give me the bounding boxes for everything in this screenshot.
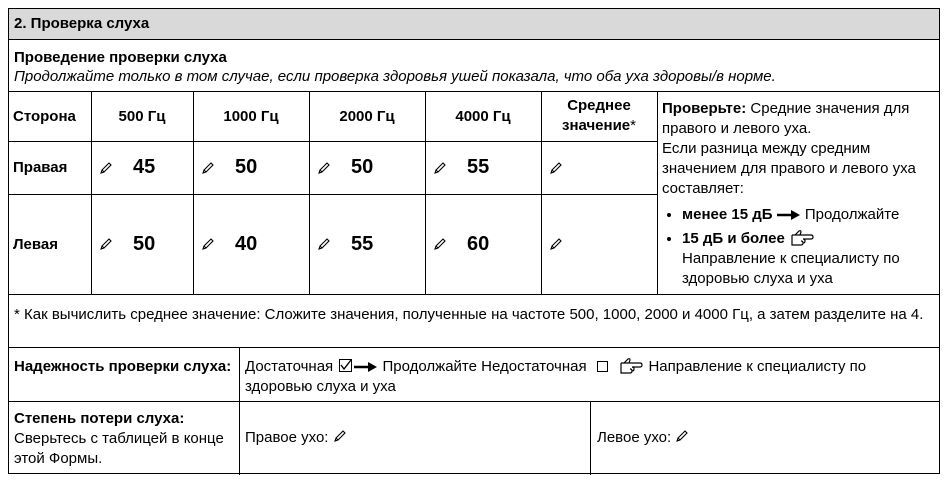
criteria-less-label: менее 15 дБ [682,206,773,223]
criteria-more-label: 15 дБ и более [682,230,785,247]
col-header-500: 500 Гц [118,107,166,125]
criteria-item-more [682,229,939,289]
col-header-4000: 4000 Гц [455,107,511,125]
section-title: 2. Проверка слуха [14,15,150,32]
check-text2: Если разница между средним значением для правого и левого уха составляет: [662,140,916,197]
value-right-4000: 55 [467,156,490,178]
cell-left-4000[interactable] [425,194,541,294]
grid-line [9,294,939,295]
subsection-note: Продолжайте только в том случае, если проверка здоровья ушей показала, что оба уха здоровы/в норме. [14,68,776,85]
pencil-icon [201,237,215,251]
arrow-right-icon [354,361,378,373]
pencil-icon [201,161,215,175]
pencil-icon [99,161,113,175]
avg-header-line1: Среднее [567,97,631,114]
reliability-options [245,357,935,397]
col-header-side: Сторона [13,107,76,125]
value-right-500: 45 [133,156,156,178]
cell-right-2000[interactable] [309,141,425,194]
hearing-test-form [8,8,940,474]
pencil-icon [433,161,447,175]
reliability-label: Надежность проверки слуха: [14,358,232,375]
cell-left-1000[interactable] [193,194,309,294]
grid-line [239,347,240,475]
check-label: Проверьте: [662,100,747,117]
value-right-1000: 50 [235,156,258,178]
hearing-loss-text: Сверьтесь с таблицей в конце этой Формы. [14,430,224,467]
pencil-icon [317,161,331,175]
value-left-1000: 40 [235,232,258,255]
col-header-average [541,91,657,141]
arrow-right-icon [777,209,801,221]
grid-line [657,91,658,294]
reliability-insufficient-label: Недостаточная [481,358,587,375]
pencil-icon [99,237,113,251]
right-ear-field[interactable] [245,429,347,446]
cell-left-average[interactable] [541,194,657,294]
divider [9,401,939,402]
pencil-icon [549,237,563,251]
subsection-title: Проведение проверки слуха [14,49,227,66]
left-ear-field[interactable] [597,429,689,446]
right-ear-label: Правое ухо: [245,429,329,446]
pointing-hand-icon [789,230,815,248]
pencil-icon [433,237,447,251]
check-text1: Средние значения для правого и левого уха. [662,100,910,137]
criteria-item-less [682,205,939,225]
col-header-1000: 1000 Гц [223,107,279,125]
cell-right-4000[interactable] [425,141,541,194]
pencil-icon [317,237,331,251]
col-header-2000: 2000 Гц [339,107,395,125]
reliability-sufficient-label: Достаточная [245,358,334,375]
hearing-loss-section [14,409,239,469]
reliability-continue: Продолжайте [382,358,477,375]
insufficient-checkbox[interactable] [597,361,608,372]
cell-left-500[interactable] [91,194,193,294]
avg-header-line2: значение [561,117,631,134]
cell-right-1000[interactable] [193,141,309,194]
checkmark-icon [339,359,352,372]
value-left-2000: 55 [351,232,374,255]
pencil-icon [549,161,563,175]
check-intro [662,99,939,139]
sufficient-checkbox[interactable] [339,359,352,372]
cell-right-average[interactable] [541,141,657,194]
left-ear-label: Левое ухо: [597,429,672,446]
check-instructions [662,99,939,293]
cell-left-2000[interactable] [309,194,425,294]
pencil-icon [675,429,689,443]
criteria-more-action: Направление к специалисту по здоровью слуха и уха [682,250,900,287]
row-label-right: Правая [13,159,68,176]
value-left-500: 50 [133,232,156,255]
avg-header-mark: * [630,117,636,134]
cell-right-500[interactable] [91,141,193,194]
reliability-referral: Направление к специалисту по здоровью слуха и уха [245,358,867,395]
value-left-4000: 60 [467,232,490,255]
average-footnote: * Как вычислить среднее значение: Сложите значения, полученные на частоте 500, 1000, 2000 и 4000 Гц, а затем разделите на 4. [14,306,924,323]
grid-line [590,401,591,475]
pointing-hand-icon [618,358,644,376]
criteria-list [662,205,939,289]
row-label-left: Левая [13,235,58,253]
hearing-loss-label: Степень потери слуха: [14,410,185,427]
divider [9,39,939,40]
avg-header-line2-wrap [562,116,636,136]
criteria-less-action: Продолжайте [804,206,900,223]
value-right-2000: 50 [351,156,374,178]
pencil-icon [333,429,347,443]
divider [9,347,939,348]
